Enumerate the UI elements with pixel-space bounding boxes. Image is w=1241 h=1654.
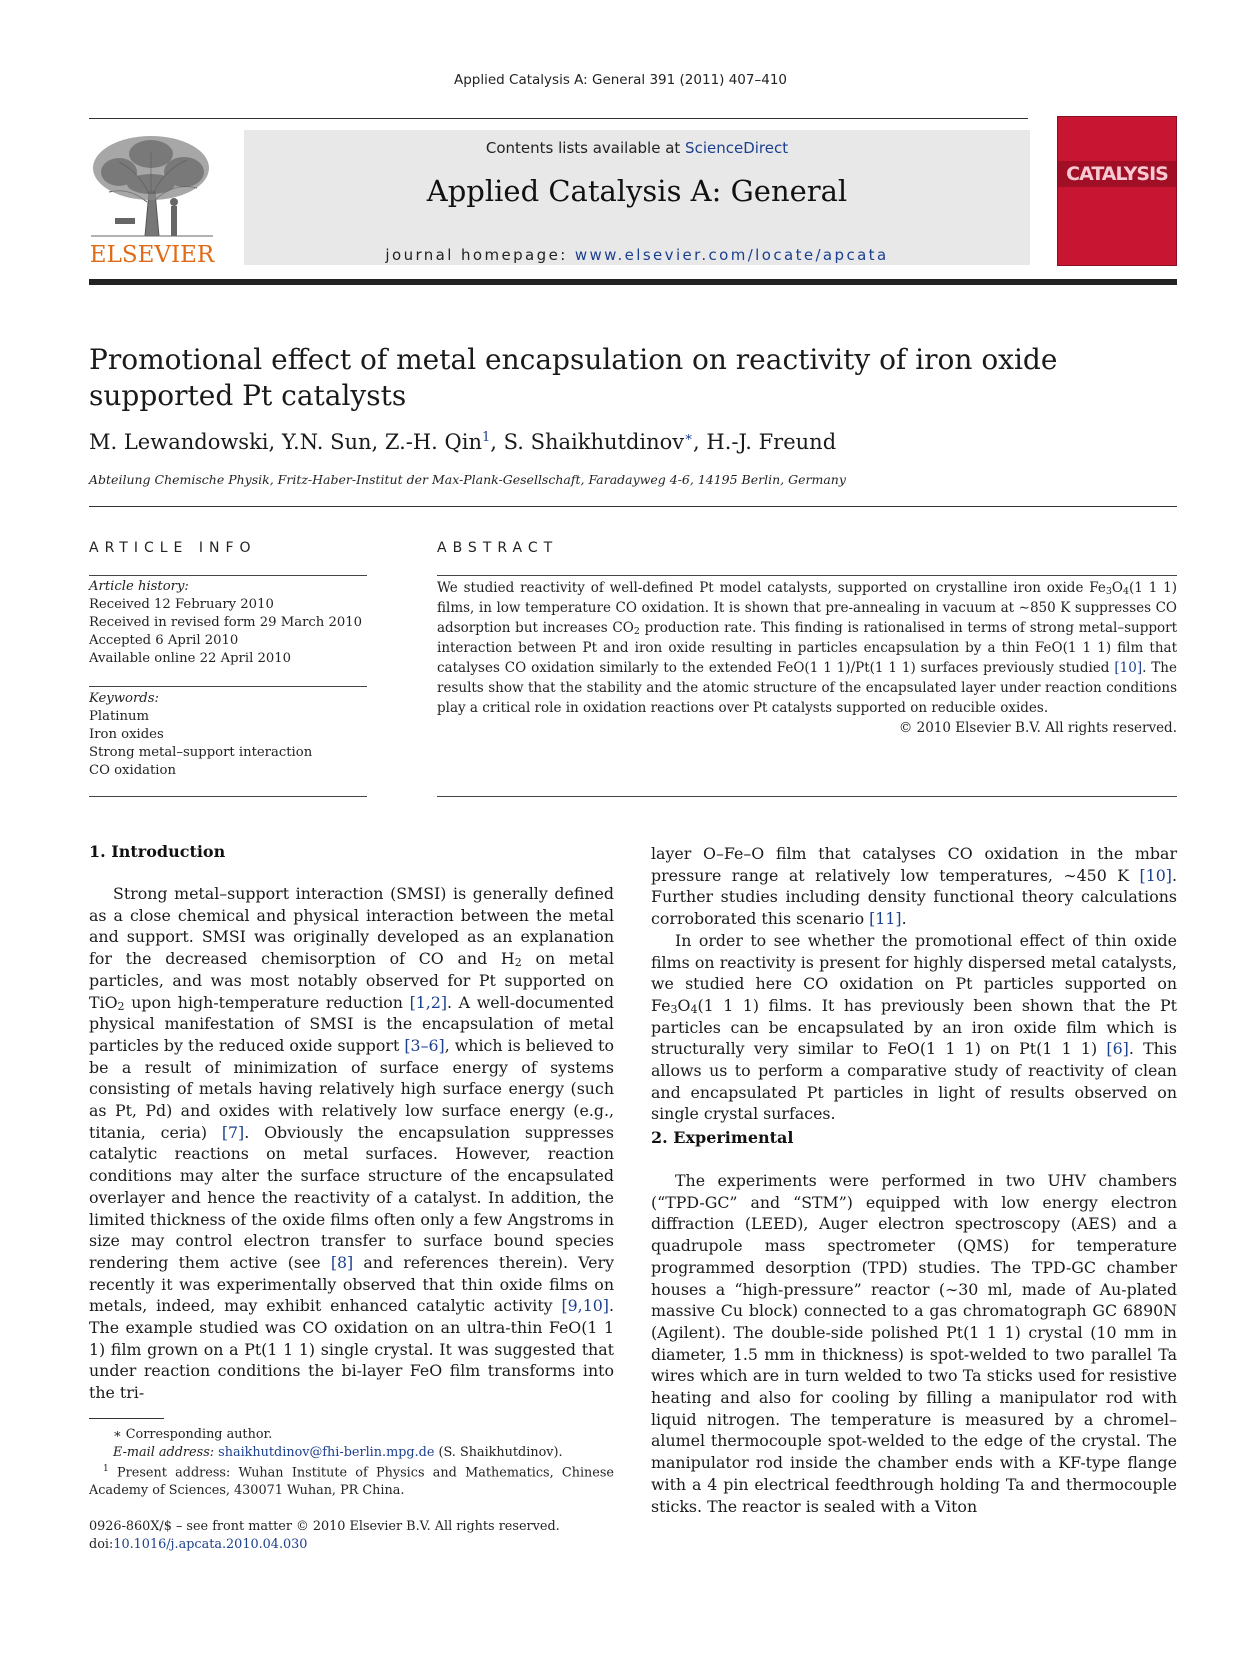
abstract-body — [437, 578, 1177, 738]
body-text: , which is believed to be a result of minimization of surface energy of systems consisting of metals having relatively high surface energy (such as Pt, Pd) and oxides with relatively low surface energy (e.g., titania, ceria) — [89, 1035, 614, 1142]
doi-link[interactable]: 10.1016/j.apcata.2010.04.030 — [113, 1536, 308, 1552]
citation-link[interactable]: [3–6] — [404, 1035, 445, 1055]
footnote-mark: ∗ — [113, 1427, 122, 1442]
info-rule-top — [89, 575, 367, 576]
journal-cover[interactable] — [1057, 116, 1177, 266]
body-text: . Further studies including density functional theory calculations corroborated this scenario — [651, 865, 1177, 929]
subscript: 3 — [1105, 586, 1112, 597]
footnote-text: Corresponding author. — [121, 1427, 273, 1442]
body-text: . The example studied was CO oxidation on an ultra-thin FeO(1 1 1) film grown on a Pt(1 1 1) single crystal. It was suggested that under reaction conditions the bi-layer FeO film transforms into the tri- — [89, 1296, 614, 1403]
history-item: Received 12 February 2010 — [89, 597, 274, 612]
experimental-column — [651, 1170, 1177, 1517]
citation-link[interactable]: [10] — [1139, 865, 1172, 885]
footnote-text: (S. Shaikhutdinov). — [434, 1444, 563, 1460]
journal-banner — [244, 130, 1030, 265]
body-text: on metal particles, and was most notably observed for Pt supported on TiO — [89, 949, 614, 1012]
body-text: Strong metal–support interaction (SMSI) is generally defined as a close chemical and physical interaction between the metal and support. SMSI was originally developed as an explanation for the decreased chemisorption of CO and H — [89, 884, 614, 969]
citation-link[interactable]: [10] — [1114, 660, 1143, 676]
affiliation: Abteilung Chemische Physik, Fritz-Haber-Institut der Max-Plank-Gesellschaft, Faradayweg 4-6, 14195 Berlin, Germany — [89, 472, 846, 487]
abstract-rule-bottom — [437, 796, 1177, 797]
authors-part2: , S. Shaikhutdinov — [490, 430, 685, 454]
abstract-text: O — [1111, 580, 1123, 596]
footnote-corresponding — [89, 1426, 614, 1444]
running-head: Applied Catalysis A: General 391 (2011) 407–410 — [453, 72, 787, 88]
footnote-present-address — [89, 1461, 614, 1499]
abstract-text: . The results show that the stability and the atomic structure of the encapsulated layer under reaction conditions play a critical role in oxidation reactions over Pt catalysts supported on reducible oxides. — [437, 660, 1177, 716]
header-rule — [89, 118, 1028, 119]
corresponding-author-mark[interactable]: ∗ — [684, 430, 694, 445]
paragraph — [651, 843, 1177, 930]
citation-link[interactable]: [6] — [1106, 1039, 1129, 1059]
authors-part1: M. Lewandowski, Y.N. Sun, Z.-H. Qin — [89, 430, 482, 454]
authors-part3: , H.-J. Freund — [693, 430, 837, 454]
title-rule — [89, 506, 1177, 507]
subscript: 3 — [670, 1002, 678, 1016]
elsevier-wordmark: ELSEVIER — [89, 242, 215, 268]
history-label: Article history: — [89, 579, 189, 594]
body-text: In order to see whether the promotional effect of thin oxide films on reactivity is present for highly dispersed metal catalysts, we studied here CO oxidation on Pt particles supported on Fe — [651, 930, 1177, 1015]
body-text: and references therein). Very recently it was experimentally observed that thin oxide films on metals, indeed, may exhibit enhanced catalytic activity — [89, 1252, 614, 1316]
subscript: 4 — [1122, 586, 1129, 597]
body-text: . This allows us to perform a comparative study of reactivity of clean and encapsulated Pt particles in light of results observed on single crystal surfaces. — [651, 1039, 1177, 1124]
footnote-text: Present address: Wuhan Institute of Physics and Mathematics, Chinese Academy of Sciences, 430071 Wuhan, PR China. — [89, 1465, 614, 1498]
journal-title: Applied Catalysis A: General — [426, 174, 848, 208]
footnotes — [89, 1426, 614, 1499]
article-info-heading: ARTICLE INFO — [89, 540, 257, 556]
subscript: 4 — [690, 1002, 698, 1016]
issn-line: 0926-860X/$ – see front matter © 2010 Elsevier B.V. All rights reserved. — [89, 1519, 560, 1534]
tree-icon — [89, 132, 215, 240]
body-text: . — [901, 909, 907, 929]
bottom-meta — [89, 1518, 614, 1553]
article-title — [89, 342, 1149, 414]
email-link[interactable]: shaikhutdinov@fhi-berlin.mpg.de — [218, 1444, 435, 1460]
abstract-text: We studied reactivity of well-defined Pt model catalysts, supported on crystalline iron oxide Fe — [437, 580, 1106, 596]
contents-prefix: Contents lists available at — [485, 139, 686, 157]
history-item: Accepted 6 April 2010 — [89, 633, 239, 648]
homepage-line — [244, 246, 1030, 264]
body-text: O — [677, 995, 691, 1015]
citation-link[interactable]: [1,2] — [409, 992, 448, 1012]
abstract-copyright: © 2010 Elsevier B.V. All rights reserved. — [898, 720, 1177, 736]
footnote-email — [89, 1444, 614, 1462]
abstract-text: production rate. This finding is rationalised in terms of strong metal–support interaction between Pt and iron oxide resulting in particles encapsulation by a thin FeO(1 1 1) film that catalyses CO oxidation similarly to the extended FeO(1 1 1)/Pt(1 1 1) surfaces previously studied — [437, 620, 1177, 676]
elsevier-logo[interactable] — [89, 132, 215, 268]
keyword-item: CO oxidation — [89, 763, 176, 778]
citation-link[interactable]: [9,10] — [561, 1296, 609, 1316]
article-title-line1: Promotional effect of metal encapsulation on reactivity of iron oxide — [89, 343, 1058, 376]
abstract-heading: ABSTRACT — [437, 540, 559, 556]
experimental-heading: 2. Experimental — [651, 1128, 794, 1147]
author-list — [89, 430, 1149, 454]
cover-title: CATALYSIS — [1066, 163, 1168, 185]
header-thick-rule — [89, 279, 1177, 285]
article-title-line2: supported Pt catalysts — [89, 379, 407, 412]
keywords — [89, 690, 367, 780]
keyword-item: Platinum — [89, 709, 149, 724]
sciencedirect-link[interactable]: ScienceDirect — [685, 139, 789, 157]
body-text: . A well-documented physical manifestation of SMSI is the encapsulation of metal particles by the reduced oxide support — [89, 992, 614, 1055]
info-rule-mid — [89, 686, 367, 687]
citation-link[interactable]: [11] — [869, 909, 902, 929]
body-text: (1 1 1) films. It has previously been shown that the Pt particles can be encapsulated by an iron oxide film which is structurally very similar to FeO(1 1 1) on Pt(1 1 1) — [651, 995, 1177, 1059]
doi-line — [89, 1536, 614, 1554]
keywords-label: Keywords: — [89, 691, 159, 706]
author-footnote-mark-1[interactable]: 1 — [482, 430, 491, 445]
abstract-text: (1 1 1) films, in low temperature CO oxidation. It is shown that pre-annealing in vacuum at ∼850 K suppresses CO adsorption but increases CO — [437, 580, 1177, 636]
paragraph — [651, 930, 1177, 1125]
keyword-item: Strong metal–support interaction — [89, 745, 313, 760]
subscript: 2 — [633, 626, 640, 637]
info-rule-bottom — [89, 796, 367, 797]
history-item: Available online 22 April 2010 — [89, 651, 292, 666]
intro-column-right — [651, 843, 1177, 1125]
paragraph — [89, 883, 614, 1404]
intro-column-left — [89, 883, 614, 1404]
introduction-heading: 1. Introduction — [89, 842, 226, 861]
keyword-item: Iron oxides — [89, 727, 164, 742]
contents-line — [244, 139, 1030, 157]
email-label: E-mail address: — [113, 1444, 219, 1460]
body-text: upon high-temperature reduction — [124, 992, 410, 1012]
body-text: layer O–Fe–O film that catalyses CO oxidation in the mbar pressure range at relatively low temperatures, ∼450 K — [651, 844, 1177, 885]
history-item: Received in revised form 29 March 2010 — [89, 615, 363, 630]
footnote-rule — [89, 1418, 164, 1419]
citation-link[interactable]: [8] — [330, 1252, 354, 1272]
doi-label: doi: — [89, 1536, 114, 1552]
body-text: . Obviously the encapsulation suppresses catalytic reactions on metal surfaces. However, reaction conditions may alter the surface structure of the encapsulated overlayer and hence the reactivity of a catalyst. In addition, the limited thickness of the oxide films often only a few Angstroms in size may control electron transfer to surface bound species rendering them active (see — [89, 1122, 614, 1272]
subscript: 2 — [117, 999, 125, 1013]
subscript: 2 — [514, 956, 522, 970]
footnote-mark: 1 — [103, 1464, 109, 1474]
paragraph: The experiments were performed in two UHV chambers (“TPD-GC” and “STM”) equipped with low energy electron diffraction (LEED), Auger electron spectroscopy (AES) and a quadrupole mass spectrometer (QMS) for temperature programmed desorption (TPD) studies. The TPD-GC chamber houses a “high-pressure” reactor (∼30 ml, made of Au-plated massive Cu block) connected to a gas chromatograph GC 6890N (Agilent). The double-side polished Pt(1 1 1) crystal (10 mm in diameter, 1.5 mm in thickness) is spot-welded to two parallel Ta wires which are in turn welded to two Ta sticks used for resistive heating and also for cooling by filling a manipulator rod with liquid nitrogen. The temperature is measured by a chromel–alumel thermocouple spot-welded to the edge of the crystal. The manipulator rod inside the chamber ends with a KF-type flange with a 4 pin electrical feedthrough holding Ta and thermocouple sticks. The reactor is sealed with a Viton — [651, 1171, 1177, 1516]
homepage-link[interactable]: www.elsevier.com/locate/apcata — [574, 246, 889, 264]
abstract-rule-top — [437, 575, 1177, 576]
homepage-prefix: journal homepage: — [385, 246, 575, 264]
article-history — [89, 578, 367, 668]
citation-link[interactable]: [7] — [221, 1122, 245, 1142]
